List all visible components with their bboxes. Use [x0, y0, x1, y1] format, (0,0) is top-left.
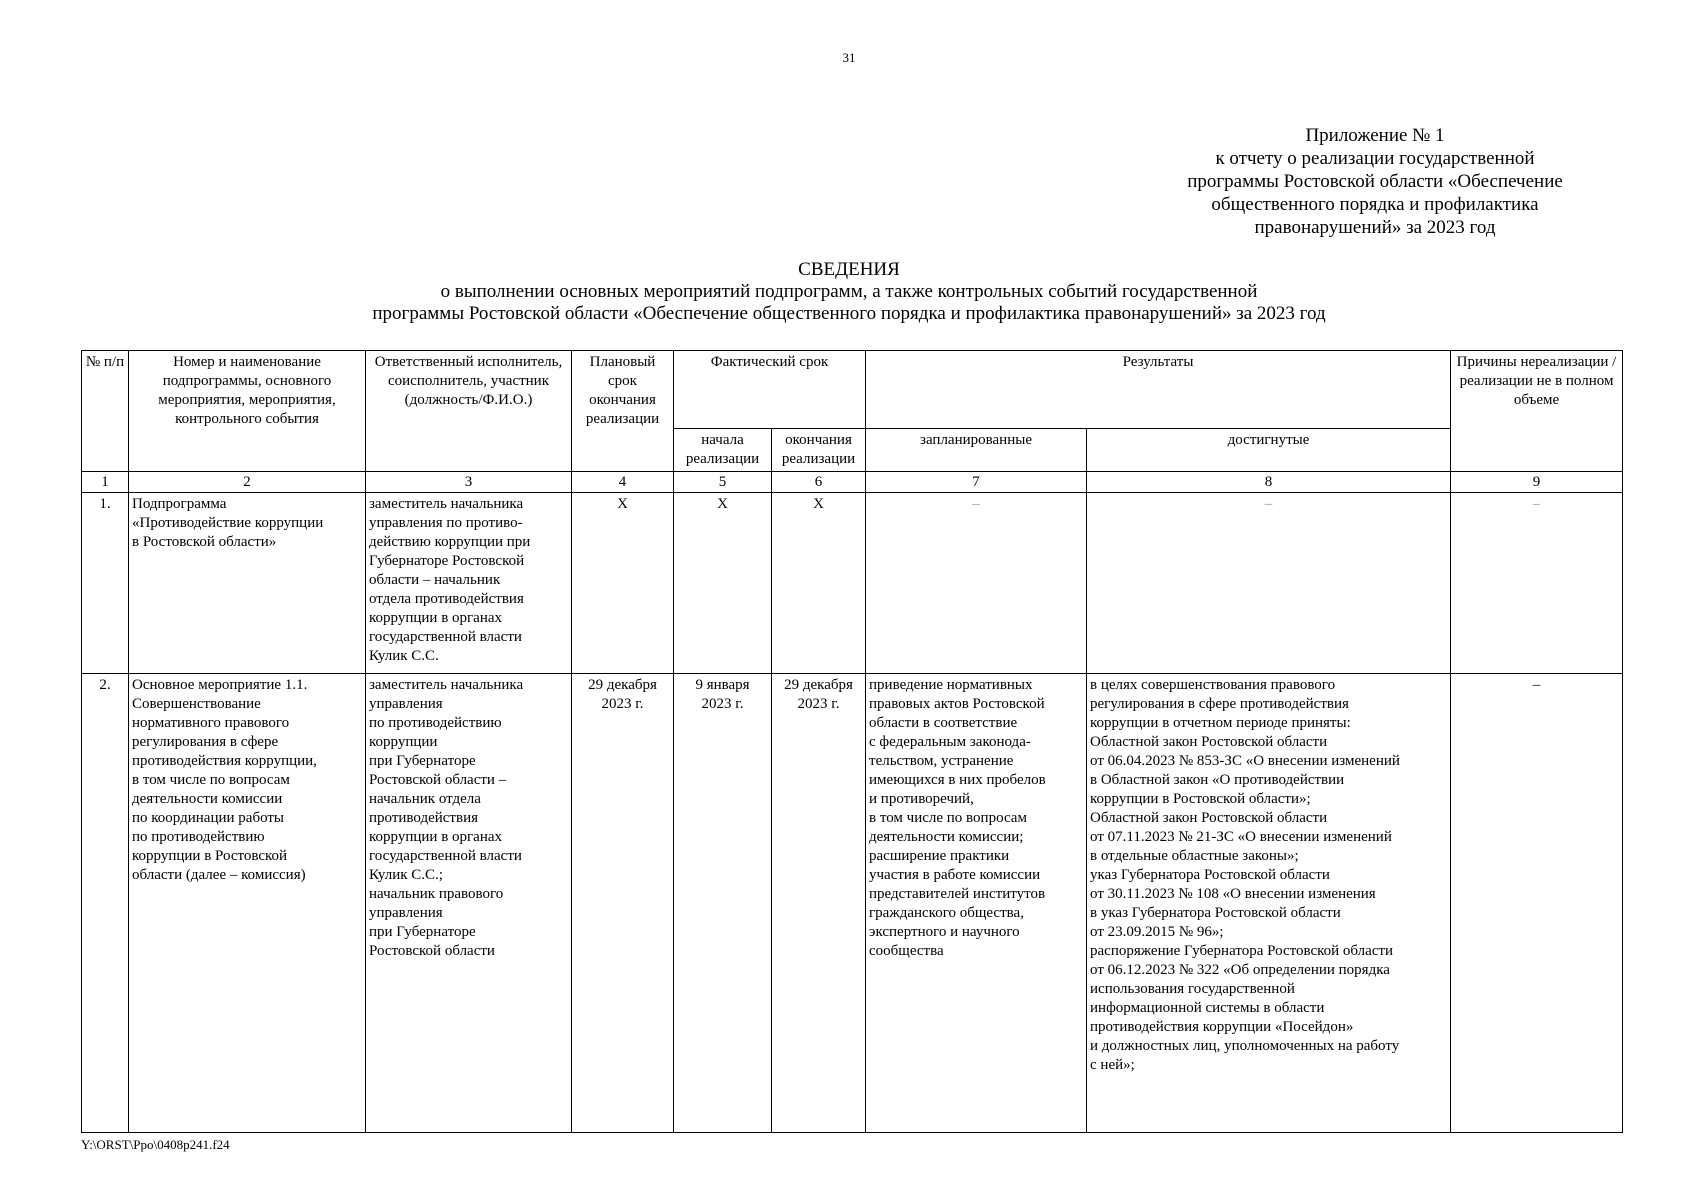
cell-line: распоряжение Губернатора Ростовской области — [1090, 943, 1394, 959]
row-number: 1. — [82, 493, 129, 674]
cell-line: Губернаторе Ростовской — [369, 553, 525, 569]
row-executor — [366, 674, 572, 1133]
cell-line: Основное мероприятие 1.1. — [132, 677, 308, 693]
cell-line: и должностных лиц, уполномоченных на работу — [1090, 1038, 1400, 1054]
cell-line: заместитель начальника — [369, 496, 524, 512]
cell-line: сообщества — [869, 943, 944, 959]
cell-line: области (далее – комиссия) — [132, 867, 306, 883]
cell-line: по противодействию — [369, 715, 502, 731]
header-actual-period: Фактический срок — [674, 351, 866, 429]
cell-line: действию коррупции при — [369, 534, 531, 550]
row-number: 2. — [82, 674, 129, 1133]
row-planned-result — [866, 674, 1087, 1133]
title-line-2: программы Ростовской области «Обеспечение общественного порядка и профилактика правонарушений» за 2023 год — [372, 303, 1326, 324]
cell-line: 29 декабря — [784, 677, 853, 693]
document-title — [0, 259, 1698, 325]
row-actual-end: Х — [772, 493, 866, 674]
row-reasons: – — [1451, 674, 1623, 1133]
cell-line: от 06.04.2023 № 853-ЗС «О внесении изменений — [1090, 753, 1400, 769]
cell-line: заместитель начальника — [369, 677, 524, 693]
cell-line: управления по противо- — [369, 515, 523, 531]
header-results: Результаты — [866, 351, 1451, 429]
column-numbers-row — [82, 472, 1623, 493]
cell-line: 29 декабря — [588, 677, 657, 693]
row-planned-end: Х — [572, 493, 674, 674]
cell-line: имеющихся в них пробелов — [869, 772, 1046, 788]
row-achieved-result: – — [1087, 493, 1451, 674]
row-achieved-result — [1087, 674, 1451, 1133]
table-row — [82, 493, 1623, 674]
cell-line: государственной власти — [369, 629, 522, 645]
cell-line: «Противодействие коррупции — [132, 515, 324, 531]
cell-line: противодействия коррупции, — [132, 753, 317, 769]
cell-line: коррупции в Ростовской — [132, 848, 288, 864]
cell-line: в том числе по вопросам — [132, 772, 290, 788]
header-actual-start: начала реализации — [674, 429, 772, 472]
header-planned-results: запланированные — [866, 429, 1087, 472]
header-reasons: Причины нереализации / реализации не в полном объеме — [1451, 351, 1623, 472]
appendix-line: программы Ростовской области «Обеспечение — [1187, 171, 1563, 192]
cell-line: начальник правового — [369, 886, 504, 902]
cell-line: экспертного и научного — [869, 924, 1020, 940]
column-number: 2 — [129, 472, 366, 493]
cell-line: нормативного правового — [132, 715, 290, 731]
appendix-line: общественного порядка и профилактика — [1211, 194, 1539, 215]
page-number: 31 — [842, 50, 856, 65]
cell-line: Ростовской области – — [369, 772, 507, 788]
cell-line: Ростовской области — [369, 943, 495, 959]
column-number: 9 — [1451, 472, 1623, 493]
appendix-line: Приложение № 1 — [1305, 125, 1445, 146]
cell-line: от 23.09.2015 № 96»; — [1090, 924, 1224, 940]
cell-line: начальник отдела — [369, 791, 481, 807]
column-number: 5 — [674, 472, 772, 493]
row-executor — [366, 493, 572, 674]
cell-line: отдела противодействия — [369, 591, 524, 607]
cell-line: в том числе по вопросам — [869, 810, 1027, 826]
cell-line: и противоречий, — [869, 791, 974, 807]
appendix-block — [1164, 124, 1586, 239]
header-achieved-results: достигнутые — [1087, 429, 1451, 472]
title-line-1: о выполнении основных мероприятий подпрограмм, а также контрольных событий государственной — [440, 281, 1258, 302]
cell-line: коррупции в Ростовской области»; — [1090, 791, 1311, 807]
cell-line: 2023 г. — [701, 696, 744, 712]
header-executor: Ответственный исполнитель, соисполнитель, участник (должность/Ф.И.О.) — [366, 351, 572, 472]
cell-line: коррупции в органах — [369, 829, 503, 845]
cell-line: Областной закон Ростовской области — [1090, 734, 1328, 750]
cell-line: в Областной закон «О противодействии — [1090, 772, 1345, 788]
header-number: № п/п — [82, 351, 129, 472]
cell-line: коррупции в отчетном периоде приняты: — [1090, 715, 1351, 731]
row-actual-start — [674, 674, 772, 1133]
cell-line: тельством, устранение — [869, 753, 1014, 769]
cell-line: по координации работы — [132, 810, 285, 826]
column-number: 4 — [572, 472, 674, 493]
report-table — [81, 350, 1623, 1133]
cell-line: Кулик С.С.; — [369, 867, 443, 883]
cell-line: от 30.11.2023 № 108 «О внесении изменения — [1090, 886, 1376, 902]
cell-line: гражданского общества, — [869, 905, 1024, 921]
cell-line: представителей институтов — [869, 886, 1046, 902]
column-number: 3 — [366, 472, 572, 493]
row-reasons: – — [1451, 493, 1623, 674]
cell-line: в указ Губернатора Ростовской области — [1090, 905, 1341, 921]
row-planned-end — [572, 674, 674, 1133]
cell-line: регулирования в сфере — [132, 734, 279, 750]
cell-line: участия в работе комиссии — [869, 867, 1041, 883]
cell-line: Совершенствование — [132, 696, 261, 712]
header-actual-end: окончания реализации — [772, 429, 866, 472]
file-path-footer: Y:\ORST\Ppo\0408p241.f24 — [81, 1137, 230, 1152]
column-number: 7 — [866, 472, 1087, 493]
cell-line: коррупции в органах — [369, 610, 503, 626]
cell-line: 2023 г. — [797, 696, 840, 712]
cell-line: с ней»; — [1090, 1057, 1135, 1073]
cell-line: с федеральным законода- — [869, 734, 1031, 750]
row-actual-start: Х — [674, 493, 772, 674]
column-number: 6 — [772, 472, 866, 493]
row-planned-result: – — [866, 493, 1087, 674]
cell-line: противодействия — [369, 810, 478, 826]
cell-line: противодействия коррупции «Посейдон» — [1090, 1019, 1354, 1035]
cell-line: Подпрограмма — [132, 496, 227, 512]
header-planned-end: Плановый срок окончания реализации — [572, 351, 674, 472]
cell-line: расширение практики — [869, 848, 1010, 864]
cell-line: 9 января — [695, 677, 750, 693]
appendix-line: к отчету о реализации государственной — [1215, 148, 1535, 169]
column-number: 1 — [82, 472, 129, 493]
cell-line: 2023 г. — [601, 696, 644, 712]
row-name — [129, 493, 366, 674]
cell-line: в целях совершенствования правового — [1090, 677, 1336, 693]
cell-line: правовых актов Ростовской — [869, 696, 1045, 712]
cell-line: приведение нормативных — [869, 677, 1033, 693]
cell-line: от 07.11.2023 № 21-ЗС «О внесении изменений — [1090, 829, 1392, 845]
table-row — [82, 674, 1623, 1133]
cell-line: в Ростовской области» — [132, 534, 277, 550]
cell-line: Кулик С.С. — [369, 648, 439, 664]
row-actual-end — [772, 674, 866, 1133]
cell-line: информационной системы в области — [1090, 1000, 1325, 1016]
cell-line: при Губернаторе — [369, 753, 476, 769]
cell-line: при Губернаторе — [369, 924, 476, 940]
appendix-line: правонарушений» за 2023 год — [1254, 217, 1496, 238]
cell-line: Областной закон Ростовской области — [1090, 810, 1328, 826]
column-number: 8 — [1087, 472, 1451, 493]
cell-line: использования государственной — [1090, 981, 1295, 997]
cell-line: области в соответствие — [869, 715, 1018, 731]
title-main: СВЕДЕНИЯ — [798, 259, 900, 280]
cell-line: в отдельные областные законы»; — [1090, 848, 1299, 864]
cell-line: управления — [369, 905, 443, 921]
header-name: Номер и наименование подпрограммы, основного мероприятия, мероприятия, контрольного события — [129, 351, 366, 472]
cell-line: управления — [369, 696, 443, 712]
cell-line: регулирования в сфере противодействия — [1090, 696, 1349, 712]
cell-line: деятельности комиссии — [132, 791, 283, 807]
cell-line: указ Губернатора Ростовской области — [1090, 867, 1330, 883]
cell-line: от 06.12.2023 № 322 «Об определении порядка — [1090, 962, 1390, 978]
cell-line: государственной власти — [369, 848, 522, 864]
cell-line: области – начальник — [369, 572, 501, 588]
row-name — [129, 674, 366, 1133]
cell-line: по противодействию — [132, 829, 265, 845]
cell-line: коррупции — [369, 734, 438, 750]
cell-line: деятельности комиссии; — [869, 829, 1024, 845]
